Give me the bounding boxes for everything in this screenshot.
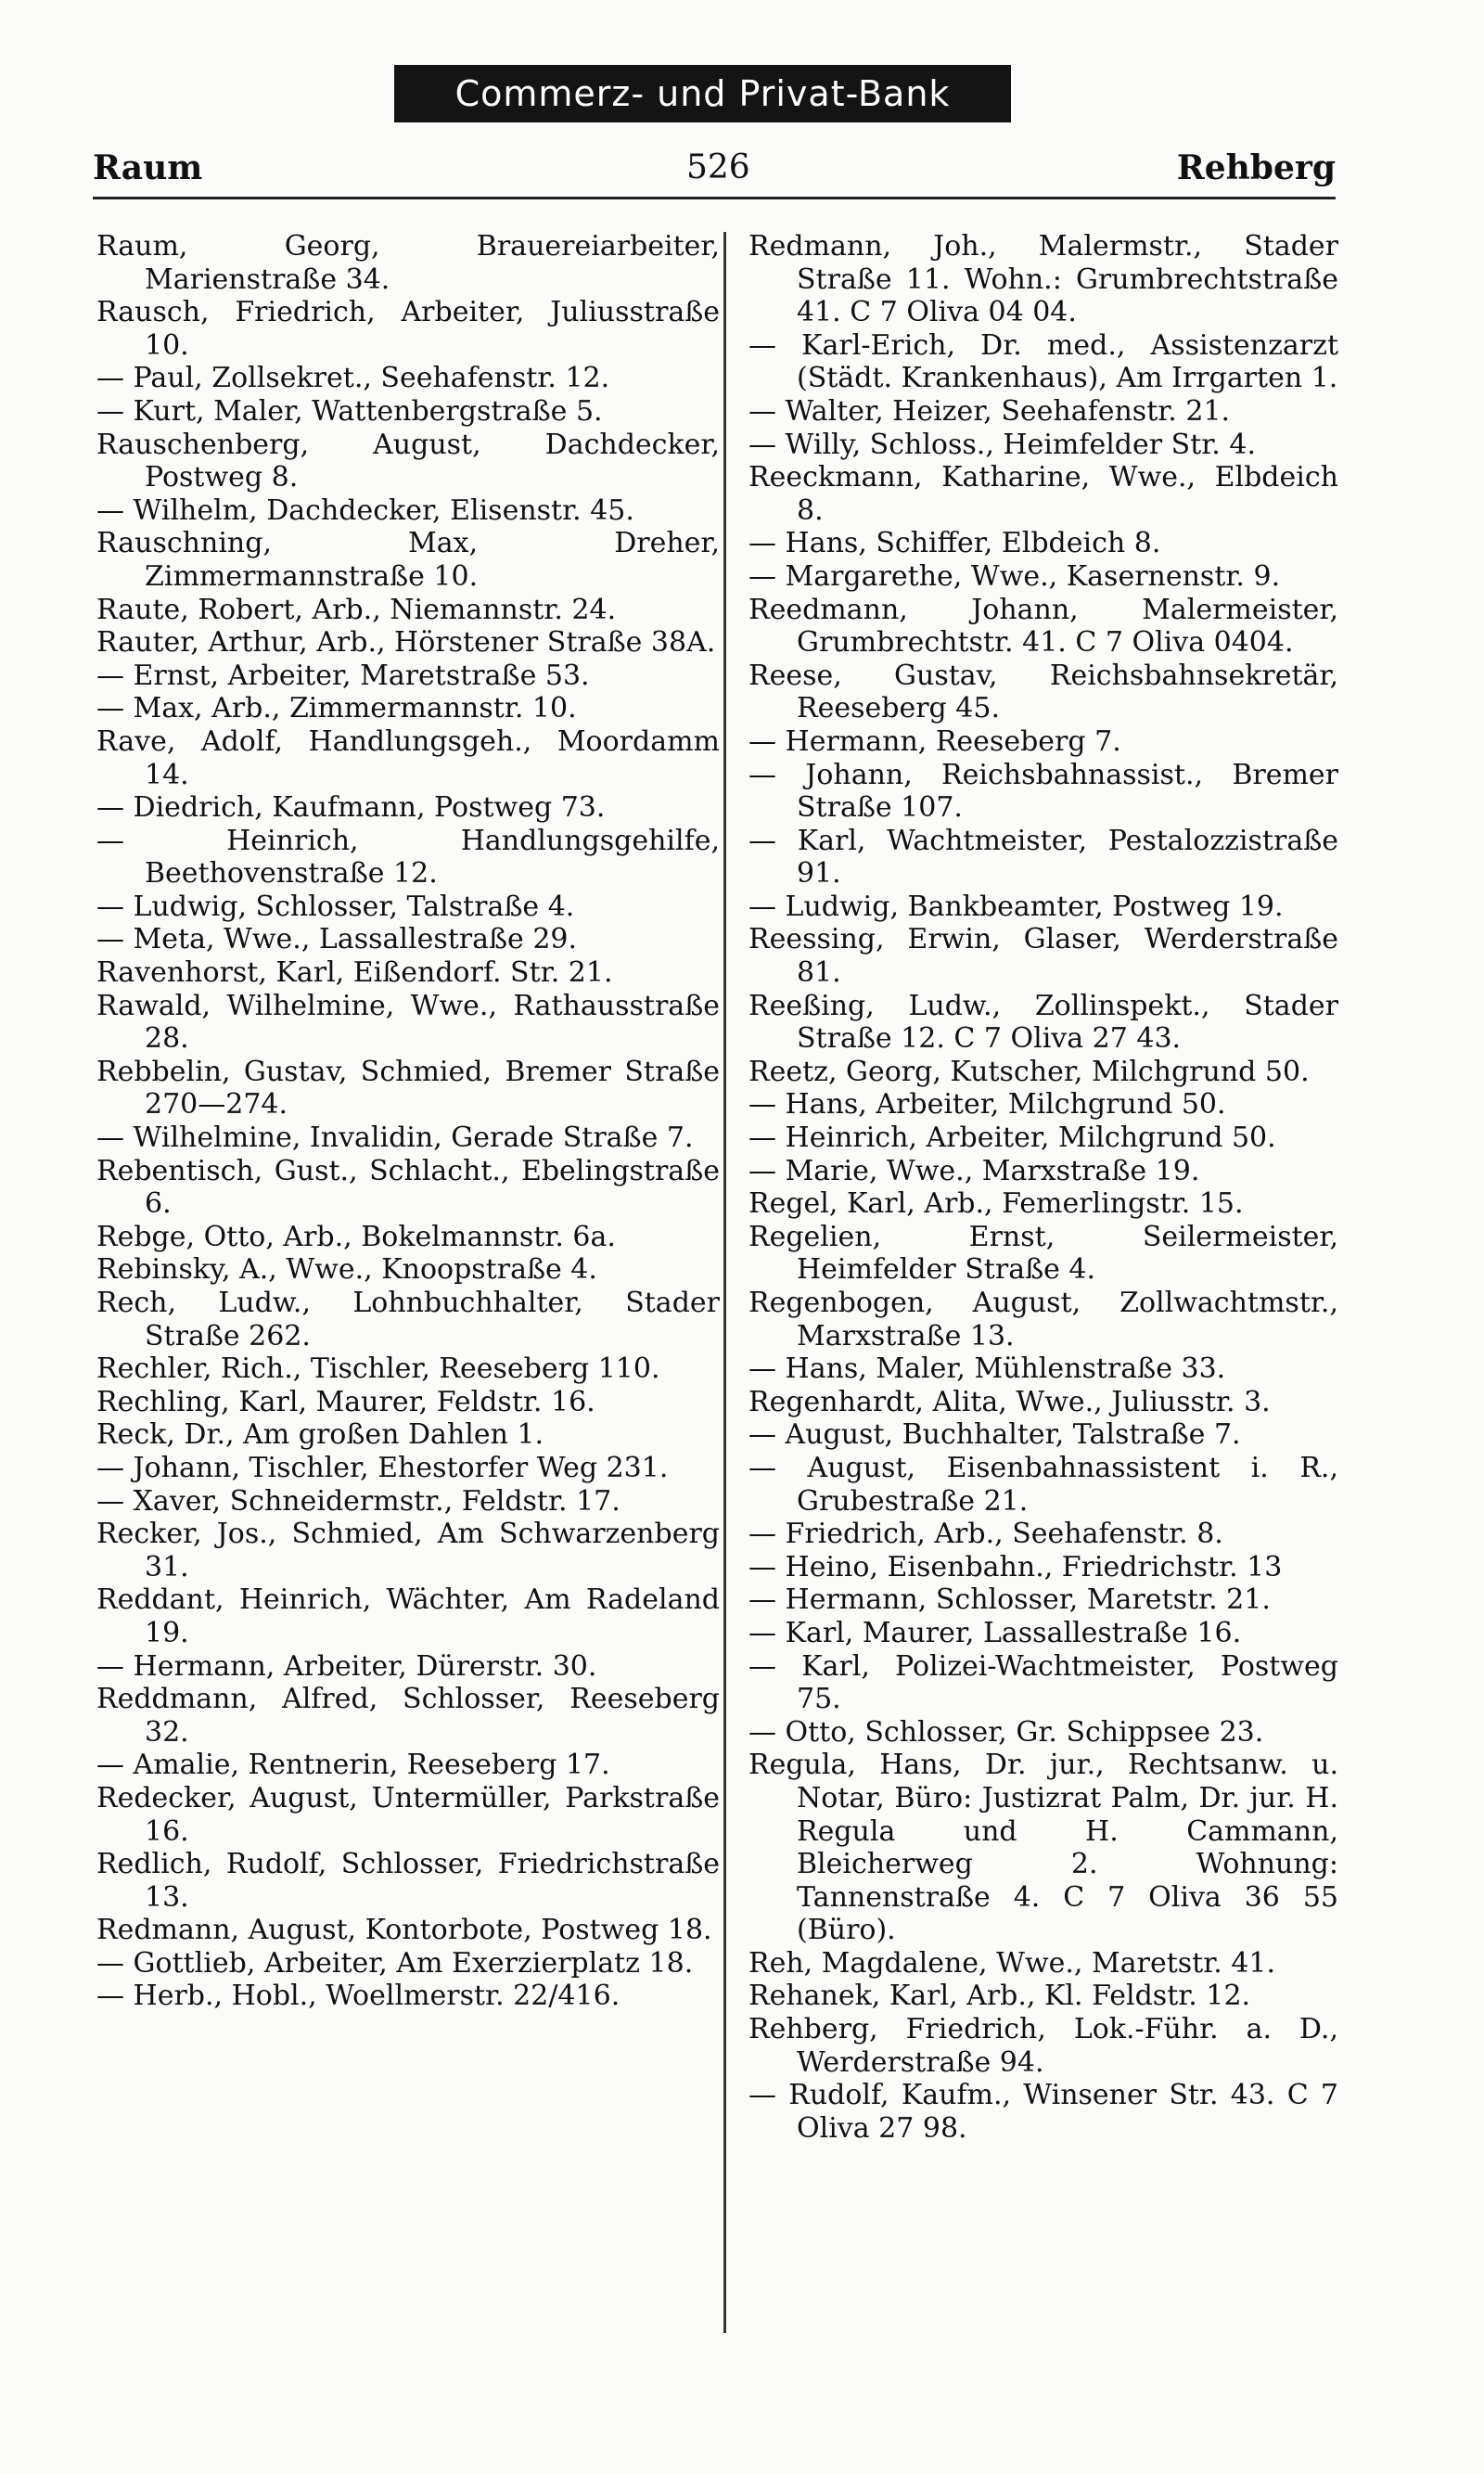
directory-entry: — Heinrich, Arbeiter, Milchgrund 50. (748, 1122, 1276, 1155)
directory-entry: — Max, Arb., Zimmermannstr. 10. (96, 692, 577, 725)
column-divider (723, 232, 726, 2333)
directory-entry: — Willy, Schloss., Heimfelder Str. 4. (748, 428, 1256, 461)
directory-entry: — Walter, Heizer, Seehafenstr. 21. (748, 394, 1231, 428)
directory-entry: Rehberg, Friedrich, Lok.-Führ. a. D., Werderstraße 94. (748, 2013, 1338, 2079)
directory-entry: Regelien, Ernst, Seilermeister, Heimfelder Straße 4. (748, 1220, 1338, 1287)
bank-advert-banner: Commerz- und Privat-Bank (394, 65, 1011, 122)
directory-entry: — Meta, Wwe., Lassallestraße 29. (96, 923, 578, 956)
directory-entry: — Wilhelmine, Invalidin, Gerade Straße 7. (96, 1122, 694, 1155)
directory-entry: Regula, Hans, Dr. jur., Rechtsanw. u. Notar, Büro: Justizrat Palm, Dr. jur. H. Regula und H. Cammann, Bleicherweg 2. Wohnung: Tannenstraße 4. C 7 Oliva 36 55 (Büro). (748, 1749, 1338, 1947)
directory-entry: — Karl, Wachtmeister, Pestalozzistraße 91. (748, 824, 1338, 891)
directory-entry: Regel, Karl, Arb., Femerlingstr. 15. (748, 1187, 1244, 1221)
directory-entry: Redecker, August, Untermüller, Parkstraße 16. (96, 1781, 720, 1848)
directory-entry: — Hans, Maler, Mühlenstraße 33. (748, 1352, 1226, 1386)
directory-entry: — Ernst, Arbeiter, Maretstraße 53. (96, 659, 590, 692)
directory-entry: — Otto, Schlosser, Gr. Schippsee 23. (748, 1715, 1264, 1749)
header-rule (93, 197, 1336, 199)
directory-entry: — Ludwig, Schlosser, Talstraße 4. (96, 890, 575, 923)
directory-entry: Reetz, Georg, Kutscher, Milchgrund 50. (748, 1055, 1310, 1088)
directory-entry: — Amalie, Rentnerin, Reeseberg 17. (96, 1749, 610, 1782)
directory-entry: Rechler, Rich., Tischler, Reeseberg 110. (96, 1352, 660, 1386)
directory-entry: Rauter, Arthur, Arb., Hörstener Straße 38A. (96, 626, 716, 660)
directory-entry: Reeßing, Ludw., Zollinspekt., Stader Straße 12. C 7 Oliva 27 43. (748, 989, 1338, 1056)
directory-entry: Rave, Adolf, Handlungsgeh., Moordamm 14. (96, 724, 720, 791)
directory-entry: — Heinrich, Handlungsgehilfe, Beethovenstraße 12. (96, 824, 720, 891)
directory-entry: — Marie, Wwe., Marxstraße 19. (748, 1154, 1200, 1187)
directory-entry: — Heino, Eisenbahn., Friedrichstr. 13 (748, 1550, 1283, 1583)
directory-entry: Rauschning, Max, Dreher, Zimmermannstraße 10. (96, 527, 720, 593)
directory-entry: Reck, Dr., Am großen Dahlen 1. (96, 1418, 544, 1452)
directory-entry: — Kurt, Maler, Wattenbergstraße 5. (96, 394, 603, 428)
directory-entry: Redmann, August, Kontorbote, Postweg 18. (96, 1914, 712, 1947)
directory-entry: — Xaver, Schneidermstr., Feldstr. 17. (96, 1484, 620, 1518)
directory-entry: — Karl, Polizei-Wachtmeister, Postweg 75. (748, 1649, 1338, 1716)
directory-entry: Rausch, Friedrich, Arbeiter, Juliusstraße 10. (96, 296, 720, 362)
directory-entry: — August, Eisenbahnassistent i. R., Grubestraße 21. (748, 1451, 1338, 1518)
directory-entry: Rebentisch, Gust., Schlacht., Ebelingstraße 6. (96, 1154, 720, 1221)
directory-entry: Reese, Gustav, Reichsbahnsekretär, Reeseberg 45. (748, 659, 1338, 725)
directory-entry: — Paul, Zollsekret., Seehafenstr. 12. (96, 362, 610, 395)
right-column (748, 230, 1338, 2145)
directory-entry: Reh, Magdalene, Wwe., Maretstr. 41. (748, 1946, 1276, 1980)
directory-entry: — Margarethe, Wwe., Kasernenstr. 9. (748, 559, 1281, 593)
directory-entry: Rebge, Otto, Arb., Bokelmannstr. 6a. (96, 1220, 616, 1253)
directory-entry: Rawald, Wilhelmine, Wwe., Rathausstraße 28. (96, 989, 720, 1056)
directory-entry: — Johann, Reichsbahnassist., Bremer Straße 107. (748, 758, 1338, 825)
directory-entry: Rebbelin, Gustav, Schmied, Bremer Straße 270—274. (96, 1055, 720, 1122)
header-last-name: Rehberg (1176, 148, 1336, 187)
directory-entry: Recker, Jos., Schmied, Am Schwarzenberg 31. (96, 1518, 720, 1583)
directory-entry: — Karl-Erich, Dr. med., Assistenzarzt (Städt. Krankenhaus), Am Irrgarten 1. (748, 328, 1338, 395)
directory-entry: Ravenhorst, Karl, Eißendorf. Str. 21. (96, 956, 613, 990)
directory-entry: — Diedrich, Kaufmann, Postweg 73. (96, 791, 606, 825)
directory-entry: Reddant, Heinrich, Wächter, Am Radeland 19. (96, 1583, 720, 1649)
directory-entry: Reeckmann, Katharine, Wwe., Elbdeich 8. (748, 461, 1338, 527)
directory-entry: Reessing, Erwin, Glaser, Werderstraße 81. (748, 923, 1338, 990)
directory-entry: — Johann, Tischler, Ehestorfer Weg 231. (96, 1451, 669, 1484)
directory-entry: Redlich, Rudolf, Schlosser, Friedrichstraße 13. (96, 1848, 720, 1914)
directory-entry: Reedmann, Johann, Malermeister, Grumbrechtstr. 41. C 7 Oliva 0404. (748, 593, 1338, 660)
directory-entry: — Hermann, Arbeiter, Dürerstr. 30. (96, 1649, 597, 1683)
directory-entry: — Karl, Maurer, Lassallestraße 16. (748, 1616, 1242, 1649)
directory-entry: — Ludwig, Bankbeamter, Postweg 19. (748, 890, 1284, 923)
directory-entry: Rehanek, Karl, Arb., Kl. Feldstr. 12. (748, 1980, 1251, 2013)
directory-entry: Rauschenberg, August, Dachdecker, Postweg 8. (96, 428, 720, 494)
left-column (96, 230, 720, 2013)
directory-entry: — Wilhelm, Dachdecker, Elisenstr. 45. (96, 494, 634, 527)
page-header (93, 148, 1336, 195)
directory-entry: Rech, Ludw., Lohnbuchhalter, Stader Straße 262. (96, 1287, 720, 1352)
directory-entry: — Friedrich, Arb., Seehafenstr. 8. (748, 1518, 1223, 1551)
directory-entry: Reddmann, Alfred, Schlosser, Reeseberg 32. (96, 1683, 720, 1749)
directory-entry: Redmann, Joh., Malermstr., Stader Straße 11. Wohn.: Grumbrechtstraße 41. C 7 Oliva 04 04. (748, 230, 1338, 329)
directory-entry: Regenbogen, August, Zollwachtmstr., Marxstraße 13. (748, 1287, 1338, 1352)
directory-entry: — Hans, Schiffer, Elbdeich 8. (748, 527, 1161, 560)
directory-entry: — Hermann, Schlosser, Maretstr. 21. (748, 1583, 1271, 1617)
header-first-name: Raum (93, 148, 203, 187)
directory-entry: — Gottlieb, Arbeiter, Am Exerzierplatz 18. (96, 1946, 694, 1980)
directory-entry: — Hermann, Reeseberg 7. (748, 724, 1121, 758)
directory-entry: — Hans, Arbeiter, Milchgrund 50. (748, 1088, 1226, 1122)
directory-entry: Rechling, Karl, Maurer, Feldstr. 16. (96, 1385, 595, 1418)
directory-entry: Raum, Georg, Brauereiarbeiter, Marienstraße 34. (96, 230, 720, 296)
directory-entry: — Herb., Hobl., Woellmerstr. 22/416. (96, 1980, 620, 2013)
directory-entry: — August, Buchhalter, Talstraße 7. (748, 1418, 1241, 1452)
directory-entry: — Rudolf, Kaufm., Winsener Str. 43. C 7 Oliva 27 98. (748, 2079, 1338, 2145)
directory-entry: Raute, Robert, Arb., Niemannstr. 24. (96, 593, 617, 626)
page-number: 526 (686, 148, 750, 186)
directory-entry: Regenhardt, Alita, Wwe., Juliusstr. 3. (748, 1385, 1271, 1418)
directory-entry: Rebinsky, A., Wwe., Knoopstraße 4. (96, 1253, 597, 1287)
